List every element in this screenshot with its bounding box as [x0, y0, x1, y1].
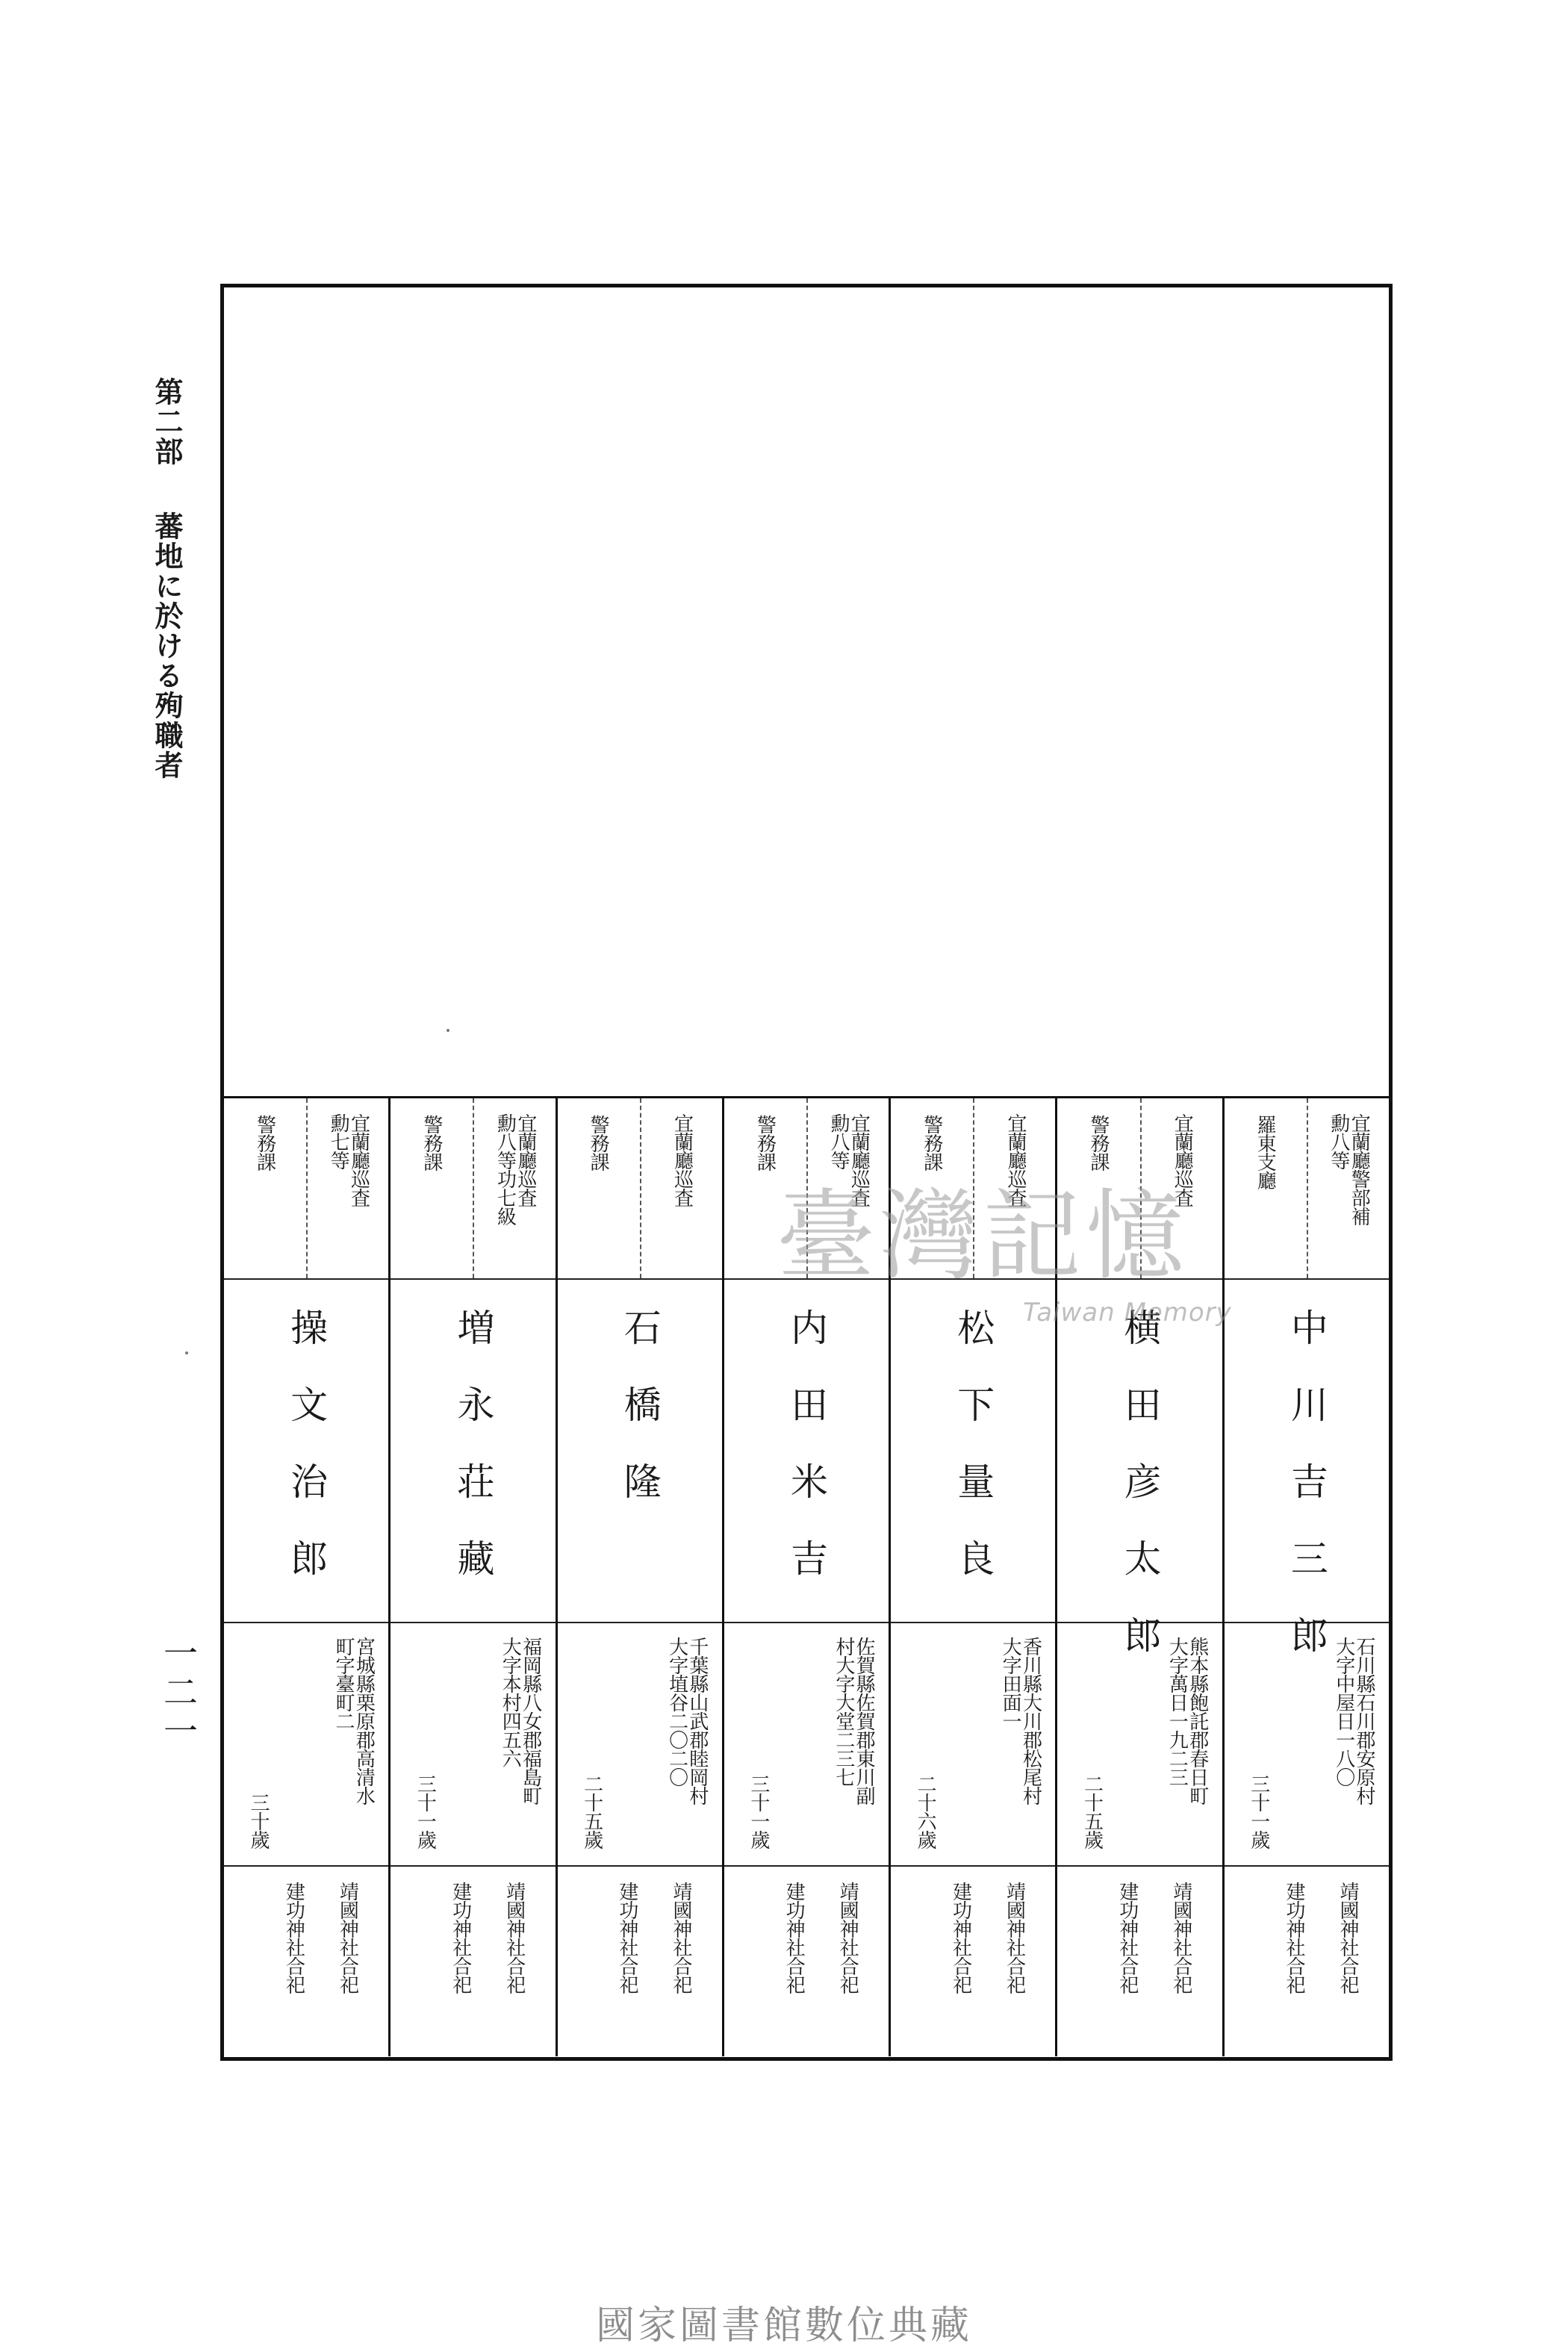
office-name: 羅東支廳 — [1254, 1115, 1277, 1189]
address-section — [558, 1623, 722, 1867]
age: 三十歲 — [247, 1793, 270, 1849]
office-name: 警務課 — [253, 1115, 276, 1171]
address-section — [224, 1623, 388, 1867]
home-address: 熊本縣飽託郡春日町 大字萬日一九二三 — [1166, 1637, 1209, 1805]
kenko-note: 建功神社合祀 — [615, 1882, 638, 1994]
office-name: 警務課 — [420, 1115, 443, 1171]
rank-section — [891, 1098, 1055, 1280]
rank-section — [558, 1098, 722, 1280]
person-name: 内田米吉 — [785, 1308, 829, 1616]
address-section — [1057, 1623, 1222, 1867]
entry — [891, 1098, 1057, 2056]
home-address: 香川縣大川郡松尾村 大字田面一 — [999, 1637, 1042, 1805]
home-address: 福岡縣八女郡福島町 大字本村四五六 — [499, 1637, 542, 1805]
home-address: 石川縣石川郡安原村 大字中屋日一八〇 — [1332, 1637, 1375, 1805]
entry — [1225, 1098, 1389, 2056]
home-address: 千葉縣山武郡睦岡村 大字埴谷二〇二〇 — [665, 1637, 709, 1805]
yasukuni-note: 靖國神社合祀 — [1169, 1882, 1192, 1994]
rank-title: 宜蘭廳巡査 勳八等 — [827, 1113, 871, 1207]
name-section — [558, 1280, 722, 1623]
yasukuni-note: 靖國神社合祀 — [336, 1882, 359, 1994]
running-header — [150, 377, 184, 780]
kenko-note: 建功神社合祀 — [949, 1882, 972, 1994]
part-label: 第二部 — [150, 377, 184, 467]
office-name: 警務課 — [1087, 1115, 1110, 1171]
enshrinement-section — [558, 1867, 722, 2056]
rank-title: 宜蘭廳巡査 — [1171, 1113, 1194, 1207]
name-section — [724, 1280, 889, 1623]
yasukuni-note: 靖國神社合祀 — [503, 1882, 526, 1994]
rank-title: 宜蘭廳巡査 勳七等 — [327, 1113, 370, 1207]
rank-title: 宜蘭廳巡査 — [671, 1113, 694, 1207]
office-name: 警務課 — [587, 1115, 610, 1171]
name-section — [891, 1280, 1055, 1623]
person-name: 石橋隆 — [617, 1308, 662, 1539]
age: 三十一歲 — [1247, 1774, 1270, 1849]
rank-section — [224, 1098, 388, 1280]
rank-section — [724, 1098, 889, 1280]
name-section — [391, 1280, 555, 1623]
enshrinement-section — [224, 1867, 388, 2056]
rank-title: 宜蘭廳巡査 — [1004, 1113, 1027, 1207]
address-section — [391, 1623, 555, 1867]
entry — [391, 1098, 557, 2056]
entry — [724, 1098, 891, 2056]
page-number: 一二一 — [158, 1635, 199, 1752]
person-name: 松下量良 — [951, 1308, 995, 1616]
yasukuni-note: 靖國神社合祀 — [669, 1882, 692, 1994]
scan-speck — [447, 1029, 449, 1032]
kenko-note: 建功神社合祀 — [1116, 1882, 1139, 1994]
person-name: 横田彦太郎 — [1118, 1308, 1162, 1693]
entry — [1057, 1098, 1224, 2056]
martyr-table — [224, 1096, 1389, 2056]
office-name: 警務課 — [753, 1115, 777, 1171]
watermark-subtitle: Taiwan Memory — [1023, 1298, 1232, 1328]
rank-title: 宜蘭廳巡査 勳八等功七級 — [494, 1113, 537, 1225]
enshrinement-section — [391, 1867, 555, 2056]
entry — [224, 1098, 391, 2056]
home-address: 佐賀縣佐賀郡東川副 村大字大堂二三七 — [832, 1637, 876, 1805]
rank-section — [391, 1098, 555, 1280]
address-section — [724, 1623, 889, 1867]
kenko-note: 建功神社合祀 — [449, 1882, 472, 1994]
age: 三十一歲 — [414, 1774, 437, 1849]
watermark-text: 臺灣記憶 — [777, 1179, 1189, 1294]
name-section — [224, 1280, 388, 1623]
address-section — [1225, 1623, 1389, 1867]
enshrinement-section — [1057, 1867, 1222, 2056]
person-name: 操文治郎 — [284, 1308, 329, 1616]
name-section — [1057, 1280, 1222, 1693]
enshrinement-section — [891, 1867, 1055, 2056]
age: 三十一歲 — [747, 1774, 770, 1849]
enshrinement-section — [1225, 1867, 1389, 2056]
kenko-note: 建功神社合祀 — [282, 1882, 305, 1994]
yasukuni-note: 靖國神社合祀 — [1003, 1882, 1026, 1994]
section-title: 蕃地に於ける殉職者 — [150, 511, 184, 780]
person-name: 増永荘藏 — [451, 1308, 495, 1616]
home-address: 宮城縣栗原郡高清水 町字臺町二 — [332, 1637, 376, 1805]
rank-title: 宜蘭廳警部補 勳八等 — [1327, 1113, 1371, 1225]
library-stamp: 國家圖書館數位典藏 — [595, 2303, 972, 2348]
age: 二十五歲 — [580, 1774, 603, 1849]
yasukuni-note: 靖國神社合祀 — [1337, 1882, 1359, 1994]
person-name: 中川吉三郎 — [1284, 1308, 1328, 1693]
age: 二十五歲 — [1080, 1774, 1104, 1849]
kenko-note: 建功神社合祀 — [1283, 1882, 1305, 1994]
kenko-note: 建功神社合祀 — [783, 1882, 806, 1994]
enshrinement-section — [724, 1867, 889, 2056]
rank-section — [1057, 1098, 1222, 1280]
scan-speck — [185, 1351, 188, 1354]
yasukuni-note: 靖國神社合祀 — [836, 1882, 859, 1994]
age: 二十六歲 — [914, 1774, 937, 1849]
office-name: 警務課 — [920, 1115, 943, 1171]
rank-section — [1225, 1098, 1389, 1280]
entry — [558, 1098, 724, 2056]
address-section — [891, 1623, 1055, 1867]
name-section — [1225, 1280, 1389, 1693]
